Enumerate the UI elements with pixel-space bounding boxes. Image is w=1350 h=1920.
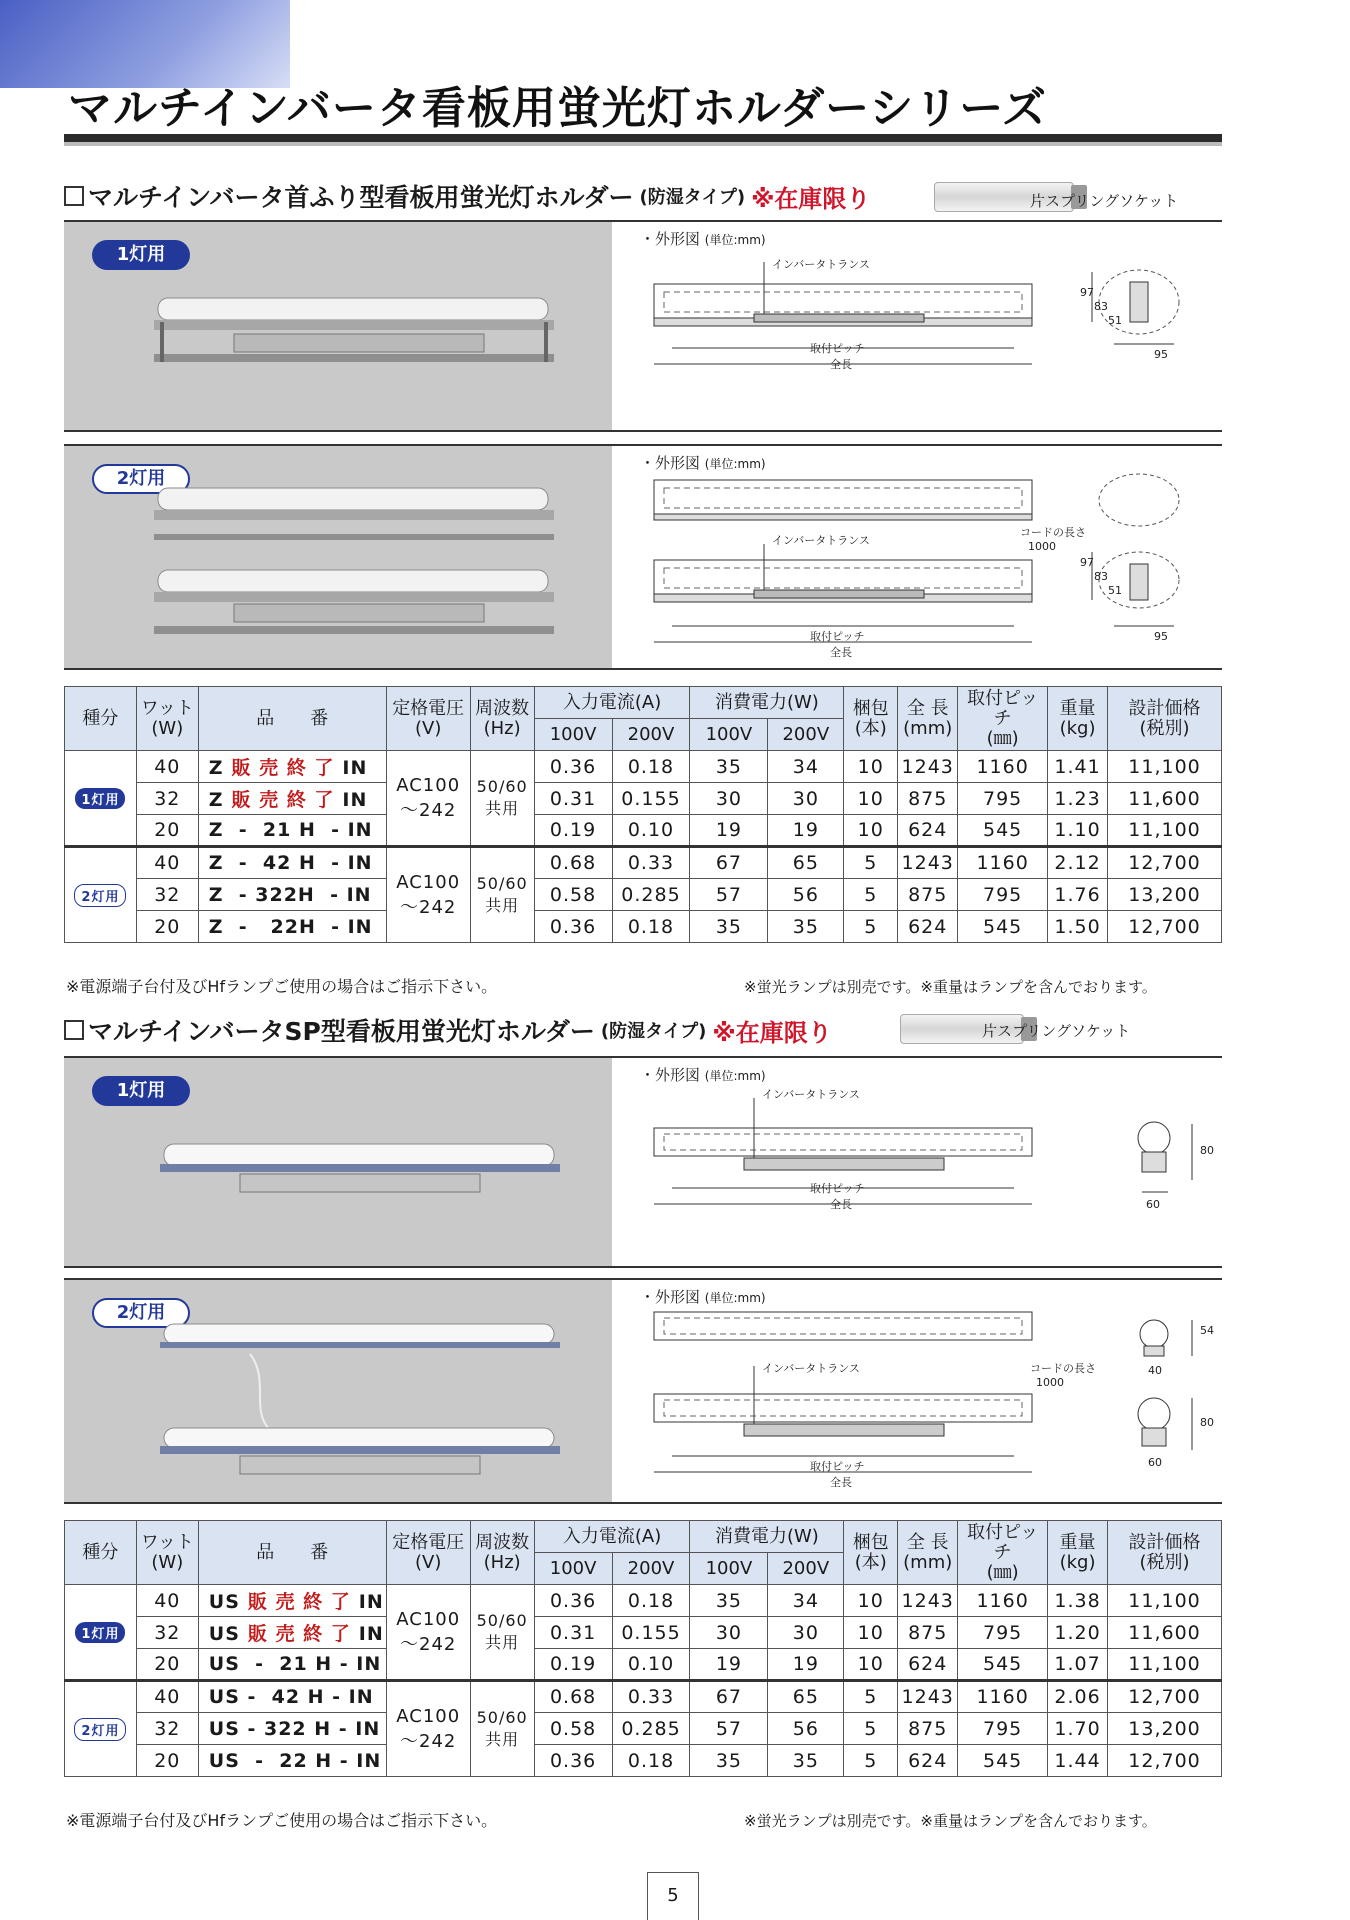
- note-right: ※蛍光ランプは別売です。※重量はランプを含んでおります。: [744, 1812, 1157, 1830]
- dim-95: 95: [1154, 348, 1168, 361]
- model-cell: Z - 21 H - IN: [198, 815, 386, 847]
- length-label: 全長: [830, 1476, 852, 1489]
- current-200v-cell: 0.10: [612, 1649, 690, 1681]
- dim-83: 83: [1094, 300, 1108, 313]
- weight-cell: 2.12: [1048, 847, 1108, 879]
- power-200v-cell: 65: [768, 847, 844, 879]
- current-100v-cell: 0.36: [534, 1745, 612, 1777]
- table-row: [65, 1681, 1222, 1713]
- pitch-cell: 795: [958, 1713, 1048, 1745]
- model-prefix: US: [208, 1591, 240, 1614]
- col-price: 設計価格 (税別): [1108, 687, 1222, 751]
- weight-cell: 1.41: [1048, 751, 1108, 783]
- fixture-photo-icon: [154, 292, 554, 372]
- col-current-200v: 200V: [612, 1553, 690, 1585]
- table-row: [65, 1745, 1222, 1777]
- voltage-cell: AC100 ～242: [386, 847, 470, 943]
- col-voltage: 定格電圧 (V): [386, 687, 470, 751]
- weight-cell: 1.10: [1048, 815, 1108, 847]
- power-100v-cell: 35: [690, 1585, 768, 1617]
- product-photo: [64, 222, 612, 430]
- current-200v-cell: 0.18: [612, 751, 690, 783]
- page-title: マルチインバータ看板用蛍光灯ホルダーシリーズ: [68, 83, 1047, 134]
- stock-warning: ※在庫限り: [712, 1018, 832, 1047]
- price-cell: 11,600: [1108, 1617, 1222, 1649]
- table-row: [65, 911, 1222, 943]
- fixture-photo-icon: [160, 1140, 560, 1200]
- current-200v-cell: 0.10: [612, 815, 690, 847]
- col-power-200v: 200V: [768, 1553, 844, 1585]
- watt-cell: 40: [136, 751, 198, 783]
- outline-diagram: [624, 222, 1222, 430]
- diagram-title: ・外形図 (単位:mm): [640, 1066, 766, 1084]
- length-label: 全長: [830, 1198, 852, 1211]
- current-100v-cell: 0.36: [534, 751, 612, 783]
- col-watt: ワット (W): [136, 1521, 198, 1585]
- type-cell: [65, 1585, 137, 1681]
- section-title: マルチインバータ首ふり型看板用蛍光灯ホルダー: [88, 183, 634, 212]
- power-200v-cell: 35: [768, 1745, 844, 1777]
- col-pitch: 取付ピッチ (㎜): [958, 687, 1048, 751]
- price-cell: 12,700: [1108, 1745, 1222, 1777]
- diagram-title: ・外形図 (単位:mm): [640, 230, 766, 248]
- inverter-label: インバータトランス: [772, 258, 870, 271]
- double-lamp-panel: [64, 1278, 1222, 1504]
- col-voltage: 定格電圧 (V): [386, 1521, 470, 1585]
- price-cell: 12,700: [1108, 1681, 1222, 1713]
- sold-out-label: 販 売 終 了: [247, 1591, 351, 1614]
- current-100v-cell: 0.19: [534, 815, 612, 847]
- pack-cell: 5: [844, 911, 898, 943]
- note-left: ※電源端子台付及びHfランプご使用の場合はご指示下さい。: [66, 1811, 498, 1830]
- double-lamp-badge: 2灯用: [92, 464, 190, 494]
- power-200v-cell: 19: [768, 815, 844, 847]
- dim-54: 54: [1200, 1324, 1214, 1337]
- power-100v-cell: 35: [690, 911, 768, 943]
- col-current-200v: 200V: [612, 719, 690, 751]
- pitch-cell: 795: [958, 783, 1048, 815]
- type-cell: [65, 847, 137, 943]
- pack-cell: 5: [844, 847, 898, 879]
- current-100v-cell: 0.58: [534, 879, 612, 911]
- type-cell: [65, 1681, 137, 1777]
- model-cell: US - 322 H - IN: [198, 1713, 386, 1745]
- section-sp-type: [64, 1010, 1222, 1860]
- length-label: 全長: [830, 358, 852, 371]
- col-model: 品 番: [198, 687, 386, 751]
- socket-label: 片スプリングソケット: [982, 1022, 1131, 1040]
- price-cell: 11,100: [1108, 1585, 1222, 1617]
- dim-95: 95: [1154, 630, 1168, 643]
- watt-cell: 20: [136, 911, 198, 943]
- voltage-cell: AC100 ～242: [386, 1585, 470, 1681]
- note-left: ※電源端子台付及びHfランプご使用の場合はご指示下さい。: [66, 977, 498, 996]
- type-badge: 2灯用: [74, 1718, 126, 1741]
- socket-label: 片スプリングソケット: [1030, 192, 1179, 210]
- weight-cell: 2.06: [1048, 1681, 1108, 1713]
- spec-table-body: [65, 1585, 1222, 1777]
- current-100v-cell: 0.68: [534, 1681, 612, 1713]
- col-price: 設計価格 (税別): [1108, 1521, 1222, 1585]
- current-100v-cell: 0.36: [534, 1585, 612, 1617]
- watt-cell: 40: [136, 1585, 198, 1617]
- pitch-cell: 795: [958, 1617, 1048, 1649]
- pitch-cell: 545: [958, 911, 1048, 943]
- pack-cell: 10: [844, 751, 898, 783]
- watt-cell: 32: [136, 783, 198, 815]
- weight-cell: 1.50: [1048, 911, 1108, 943]
- diagram-title: ・外形図 (単位:mm): [640, 454, 766, 472]
- dim-40: 40: [1148, 1364, 1162, 1377]
- power-200v-cell: 35: [768, 911, 844, 943]
- pack-cell: 5: [844, 1713, 898, 1745]
- pitch-label: 取付ピッチ: [810, 342, 865, 355]
- col-type: 種分: [65, 1521, 137, 1585]
- col-current-100v: 100V: [534, 719, 612, 751]
- price-cell: 11,100: [1108, 1649, 1222, 1681]
- dim-60: 60: [1148, 1456, 1162, 1469]
- pack-cell: 10: [844, 815, 898, 847]
- outline-diagram: [624, 1280, 1222, 1502]
- model-suffix: IN: [358, 1591, 384, 1614]
- weight-cell: 1.20: [1048, 1617, 1108, 1649]
- power-200v-cell: 34: [768, 751, 844, 783]
- section-heading: [64, 176, 870, 216]
- pack-cell: 10: [844, 1617, 898, 1649]
- voltage-cell: AC100 ～242: [386, 751, 470, 847]
- length-cell: 624: [898, 1649, 958, 1681]
- power-200v-cell: 30: [768, 1617, 844, 1649]
- model-cell: [198, 751, 386, 783]
- weight-cell: 1.76: [1048, 879, 1108, 911]
- fixture-photo-icon: [154, 482, 554, 642]
- power-200v-cell: 56: [768, 1713, 844, 1745]
- frequency-cell: 50/60 共用: [470, 1585, 534, 1681]
- pack-cell: 5: [844, 1681, 898, 1713]
- double-lamp-panel: [64, 444, 1222, 670]
- length-cell: 1243: [898, 847, 958, 879]
- current-200v-cell: 0.18: [612, 1745, 690, 1777]
- price-cell: 13,200: [1108, 1713, 1222, 1745]
- spec-table: [64, 686, 1222, 943]
- current-100v-cell: 0.31: [534, 783, 612, 815]
- col-model: 品 番: [198, 1521, 386, 1585]
- type-badge: 2灯用: [74, 884, 126, 907]
- outline-diagram: [624, 446, 1222, 668]
- pitch-cell: 795: [958, 879, 1048, 911]
- sold-out-label: 販 売 終 了: [231, 757, 335, 780]
- weight-cell: 1.70: [1048, 1713, 1108, 1745]
- single-lamp-badge: 1灯用: [92, 240, 190, 270]
- diagram-title: ・外形図 (単位:mm): [640, 1288, 766, 1306]
- stock-warning: ※在庫限り: [751, 184, 871, 213]
- length-cell: 624: [898, 815, 958, 847]
- model-cell: Z - 322H - IN: [198, 879, 386, 911]
- weight-cell: 1.38: [1048, 1585, 1108, 1617]
- model-cell: US - 21 H - IN: [198, 1649, 386, 1681]
- outline-drawing: [644, 1306, 1224, 1496]
- current-200v-cell: 0.33: [612, 1681, 690, 1713]
- current-200v-cell: 0.285: [612, 1713, 690, 1745]
- power-100v-cell: 19: [690, 1649, 768, 1681]
- table-row: [65, 879, 1222, 911]
- table-row: [65, 751, 1222, 783]
- col-watt: ワット (W): [136, 687, 198, 751]
- current-200v-cell: 0.18: [612, 911, 690, 943]
- spec-table-body: [65, 751, 1222, 943]
- pitch-label: 取付ピッチ: [810, 630, 865, 643]
- table-row: [65, 1585, 1222, 1617]
- outline-diagram: [624, 1058, 1222, 1266]
- outline-drawing: [644, 252, 1224, 392]
- frequency-cell: 50/60 共用: [470, 1681, 534, 1777]
- price-cell: 11,100: [1108, 751, 1222, 783]
- dim-97: 97: [1080, 556, 1094, 569]
- inverter-label: インバータトランス: [772, 534, 870, 547]
- table-row: [65, 783, 1222, 815]
- section-heading: [64, 1010, 832, 1050]
- checkbox-square-icon: [64, 186, 84, 206]
- col-frequency: 周波数 (Hz): [470, 687, 534, 751]
- current-100v-cell: 0.68: [534, 847, 612, 879]
- col-weight: 重量 (kg): [1048, 1521, 1108, 1585]
- current-100v-cell: 0.19: [534, 1649, 612, 1681]
- single-lamp-panel: [64, 1056, 1222, 1268]
- length-cell: 624: [898, 911, 958, 943]
- outline-drawing: [644, 472, 1224, 662]
- length-cell: 875: [898, 783, 958, 815]
- power-100v-cell: 35: [690, 1745, 768, 1777]
- col-power-100v: 100V: [690, 1553, 768, 1585]
- page-number: 5: [647, 1872, 699, 1920]
- pack-cell: 10: [844, 1649, 898, 1681]
- model-prefix: US: [208, 1623, 240, 1646]
- pitch-cell: 1160: [958, 1681, 1048, 1713]
- voltage-cell: AC100 ～242: [386, 1681, 470, 1777]
- current-200v-cell: 0.33: [612, 847, 690, 879]
- table-row: [65, 847, 1222, 879]
- cord-length-label: コードの長さ: [1020, 526, 1086, 539]
- product-photo: [64, 1058, 612, 1266]
- model-cell: Z - 22H - IN: [198, 911, 386, 943]
- cord-length-value: 1000: [1036, 1376, 1064, 1389]
- model-suffix: IN: [342, 757, 368, 780]
- dim-83: 83: [1094, 570, 1108, 583]
- price-cell: 11,100: [1108, 815, 1222, 847]
- power-200v-cell: 19: [768, 1649, 844, 1681]
- outline-drawing: [644, 1088, 1224, 1238]
- power-200v-cell: 34: [768, 1585, 844, 1617]
- dim-80: 80: [1200, 1416, 1214, 1429]
- power-100v-cell: 35: [690, 751, 768, 783]
- price-cell: 13,200: [1108, 879, 1222, 911]
- dim-80: 80: [1200, 1144, 1214, 1157]
- price-cell: 12,700: [1108, 911, 1222, 943]
- table-row: [65, 1617, 1222, 1649]
- model-prefix: Z: [208, 789, 224, 812]
- power-100v-cell: 57: [690, 879, 768, 911]
- weight-cell: 1.44: [1048, 1745, 1108, 1777]
- section-neck-type: [64, 176, 1222, 1006]
- col-type: 種分: [65, 687, 137, 751]
- col-current-100v: 100V: [534, 1553, 612, 1585]
- model-cell: [198, 1617, 386, 1649]
- watt-cell: 40: [136, 1681, 198, 1713]
- table-row: [65, 1649, 1222, 1681]
- power-100v-cell: 67: [690, 1681, 768, 1713]
- weight-cell: 1.07: [1048, 1649, 1108, 1681]
- type-badge: 1灯用: [75, 1622, 125, 1643]
- col-power: 消費電力(W): [690, 1521, 844, 1553]
- length-label: 全長: [830, 646, 852, 659]
- single-lamp-badge: 1灯用: [92, 1076, 190, 1106]
- price-cell: 12,700: [1108, 847, 1222, 879]
- type-badge: 1灯用: [75, 788, 125, 809]
- dim-60: 60: [1146, 1198, 1160, 1211]
- col-power: 消費電力(W): [690, 687, 844, 719]
- pitch-cell: 545: [958, 815, 1048, 847]
- sold-out-label: 販 売 終 了: [231, 789, 335, 812]
- frequency-cell: 50/60 共用: [470, 751, 534, 847]
- pack-cell: 10: [844, 783, 898, 815]
- model-cell: US - 22 H - IN: [198, 1745, 386, 1777]
- current-200v-cell: 0.18: [612, 1585, 690, 1617]
- pitch-cell: 545: [958, 1745, 1048, 1777]
- pitch-label: 取付ピッチ: [810, 1460, 865, 1473]
- watt-cell: 40: [136, 847, 198, 879]
- pitch-cell: 545: [958, 1649, 1048, 1681]
- model-cell: Z - 42 H - IN: [198, 847, 386, 879]
- current-100v-cell: 0.58: [534, 1713, 612, 1745]
- watt-cell: 20: [136, 815, 198, 847]
- col-pack: 梱包 (本): [844, 1521, 898, 1585]
- inverter-label: インバータトランス: [762, 1088, 860, 1101]
- power-100v-cell: 67: [690, 847, 768, 879]
- length-cell: 875: [898, 1713, 958, 1745]
- model-prefix: Z: [208, 757, 224, 780]
- model-cell: [198, 1585, 386, 1617]
- table-row: [65, 1713, 1222, 1745]
- inverter-label: インバータトランス: [762, 1362, 860, 1375]
- current-100v-cell: 0.36: [534, 911, 612, 943]
- power-100v-cell: 30: [690, 783, 768, 815]
- watt-cell: 32: [136, 879, 198, 911]
- section-subtitle: (防湿タイプ): [600, 1021, 707, 1042]
- cord-length-value: 1000: [1028, 540, 1056, 553]
- dim-51: 51: [1108, 314, 1122, 327]
- spec-table: [64, 1520, 1222, 1777]
- section-subtitle: (防湿タイプ): [639, 187, 746, 208]
- col-current: 入力電流(A): [534, 687, 690, 719]
- pitch-cell: 1160: [958, 1585, 1048, 1617]
- col-length: 全 長 (mm): [898, 687, 958, 751]
- pack-cell: 10: [844, 1585, 898, 1617]
- type-cell: [65, 751, 137, 847]
- col-current: 入力電流(A): [534, 1521, 690, 1553]
- current-100v-cell: 0.31: [534, 1617, 612, 1649]
- single-lamp-panel: [64, 220, 1222, 432]
- col-pitch: 取付ピッチ (㎜): [958, 1521, 1048, 1585]
- pack-cell: 5: [844, 879, 898, 911]
- checkbox-square-icon: [64, 1020, 84, 1040]
- length-cell: 875: [898, 879, 958, 911]
- dim-51: 51: [1108, 584, 1122, 597]
- model-suffix: IN: [342, 789, 368, 812]
- col-weight: 重量 (kg): [1048, 687, 1108, 751]
- watt-cell: 32: [136, 1617, 198, 1649]
- model-suffix: IN: [358, 1623, 384, 1646]
- power-100v-cell: 30: [690, 1617, 768, 1649]
- watt-cell: 20: [136, 1649, 198, 1681]
- weight-cell: 1.23: [1048, 783, 1108, 815]
- fixture-photo-icon: [160, 1320, 560, 1480]
- col-frequency: 周波数 (Hz): [470, 1521, 534, 1585]
- cord-length-label: コードの長さ: [1030, 1362, 1096, 1375]
- sold-out-label: 販 売 終 了: [247, 1623, 351, 1646]
- frequency-cell: 50/60 共用: [470, 847, 534, 943]
- length-cell: 1243: [898, 1585, 958, 1617]
- length-cell: 875: [898, 1617, 958, 1649]
- watt-cell: 32: [136, 1713, 198, 1745]
- col-length: 全 長 (mm): [898, 1521, 958, 1585]
- col-power-100v: 100V: [690, 719, 768, 751]
- product-photo: [64, 446, 612, 668]
- power-200v-cell: 30: [768, 783, 844, 815]
- power-100v-cell: 57: [690, 1713, 768, 1745]
- col-pack: 梱包 (本): [844, 687, 898, 751]
- col-power-200v: 200V: [768, 719, 844, 751]
- current-200v-cell: 0.155: [612, 783, 690, 815]
- model-cell: US - 42 H - IN: [198, 1681, 386, 1713]
- length-cell: 624: [898, 1745, 958, 1777]
- power-200v-cell: 56: [768, 879, 844, 911]
- pack-cell: 5: [844, 1745, 898, 1777]
- watt-cell: 20: [136, 1745, 198, 1777]
- pitch-label: 取付ピッチ: [810, 1182, 865, 1195]
- pitch-cell: 1160: [958, 847, 1048, 879]
- model-cell: [198, 783, 386, 815]
- price-cell: 11,600: [1108, 783, 1222, 815]
- current-200v-cell: 0.285: [612, 879, 690, 911]
- product-photo: [64, 1280, 612, 1502]
- current-200v-cell: 0.155: [612, 1617, 690, 1649]
- table-row: [65, 815, 1222, 847]
- length-cell: 1243: [898, 1681, 958, 1713]
- length-cell: 1243: [898, 751, 958, 783]
- section-title: マルチインバータSP型看板用蛍光灯ホルダー: [88, 1017, 595, 1046]
- power-200v-cell: 65: [768, 1681, 844, 1713]
- note-right: ※蛍光ランプは別売です。※重量はランプを含んでおります。: [744, 978, 1157, 996]
- pitch-cell: 1160: [958, 751, 1048, 783]
- dim-97: 97: [1080, 286, 1094, 299]
- power-100v-cell: 19: [690, 815, 768, 847]
- double-lamp-badge: 2灯用: [92, 1298, 190, 1328]
- title-rule-shadow: [64, 142, 1222, 146]
